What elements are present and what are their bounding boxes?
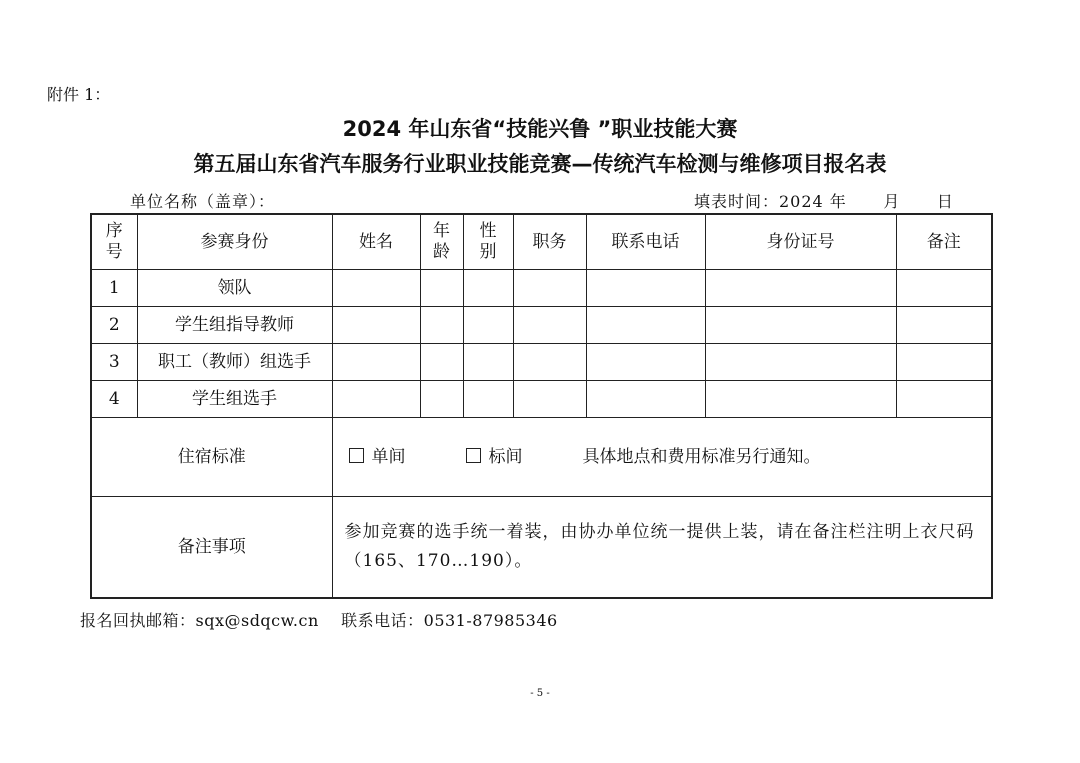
page-number: - 5 - <box>530 688 550 699</box>
page-title: 2024 年山东省“技能兴鲁 ”职业技能大赛 <box>342 117 738 141</box>
cell-age[interactable] <box>420 270 463 307</box>
row-identity: 职工（教师）组选手 <box>137 344 332 381</box>
notes-row <box>91 497 992 599</box>
checkbox-standard[interactable] <box>466 448 481 463</box>
registration-table <box>90 213 993 599</box>
cell-position[interactable] <box>513 344 586 381</box>
header-phone: 联系电话 <box>586 214 705 270</box>
cell-phone[interactable] <box>586 381 705 418</box>
option-single[interactable] <box>349 447 406 467</box>
header-identity: 参赛身份 <box>137 214 332 270</box>
row-seq: 1 <box>91 270 137 307</box>
row-identity: 学生组选手 <box>137 381 332 418</box>
option-standard[interactable] <box>466 447 523 467</box>
footer-phone: 联系电话：0531-87985346 <box>341 611 558 630</box>
cell-gender[interactable] <box>463 270 513 307</box>
footer-contact <box>80 608 558 631</box>
cell-position[interactable] <box>513 270 586 307</box>
unit-name-label: 单位名称（盖章）： <box>130 192 276 211</box>
attachment-label: 附件 1： <box>47 85 111 104</box>
cell-remarks[interactable] <box>896 381 992 418</box>
cell-gender[interactable] <box>463 344 513 381</box>
cell-phone[interactable] <box>586 307 705 344</box>
cell-name[interactable] <box>332 381 420 418</box>
option-single-label: 单间 <box>371 446 406 467</box>
cell-id-number[interactable] <box>705 270 896 307</box>
checkbox-single[interactable] <box>349 448 364 463</box>
header-name: 姓名 <box>332 214 420 270</box>
cell-age[interactable] <box>420 307 463 344</box>
row-seq: 4 <box>91 381 137 418</box>
cell-phone[interactable] <box>586 270 705 307</box>
cell-name[interactable] <box>332 307 420 344</box>
table-header-row <box>91 214 992 270</box>
footer-email: 报名回执邮箱：sqx@sdqcw.cn <box>80 611 319 630</box>
cell-age[interactable] <box>420 381 463 418</box>
table-row <box>91 270 992 307</box>
fill-month: 月 <box>883 192 901 211</box>
table-row <box>91 344 992 381</box>
cell-position[interactable] <box>513 307 586 344</box>
cell-gender[interactable] <box>463 307 513 344</box>
cell-gender[interactable] <box>463 381 513 418</box>
cell-id-number[interactable] <box>705 381 896 418</box>
cell-id-number[interactable] <box>705 344 896 381</box>
row-seq: 3 <box>91 344 137 381</box>
notes-label: 备注事项 <box>91 497 332 599</box>
header-gender-bottom: 别 <box>479 242 497 262</box>
option-standard-label: 标间 <box>488 446 523 467</box>
header-gender <box>463 214 513 270</box>
cell-remarks[interactable] <box>896 270 992 307</box>
header-gender-top: 性 <box>479 220 497 241</box>
header-age <box>420 214 463 270</box>
header-age-top: 年 <box>433 220 450 241</box>
header-seq-bottom: 号 <box>105 242 123 262</box>
header-position: 职务 <box>513 214 586 270</box>
header-id-number: 身份证号 <box>705 214 896 270</box>
fill-date-label: 填表时间：2024 年 <box>694 192 847 211</box>
fill-date <box>694 189 954 212</box>
row-seq: 2 <box>91 307 137 344</box>
accommodation-note: 具体地点和费用标准另行通知。 <box>582 446 821 467</box>
accommodation-row <box>91 418 992 497</box>
page-subtitle: 第五届山东省汽车服务行业职业技能竞赛—传统汽车检测与维修项目报名表 <box>193 152 887 176</box>
header-age-bottom: 龄 <box>433 242 450 262</box>
accommodation-label: 住宿标准 <box>91 418 332 497</box>
table-row <box>91 307 992 344</box>
cell-remarks[interactable] <box>896 307 992 344</box>
cell-phone[interactable] <box>586 344 705 381</box>
header-remarks: 备注 <box>896 214 992 270</box>
row-identity: 领队 <box>137 270 332 307</box>
header-seq <box>91 214 137 270</box>
cell-name[interactable] <box>332 270 420 307</box>
notes-text: 参加竞赛的选手统一着装，由协办单位统一提供上装，请在备注栏注明上衣尺码（165、170…190）。 <box>332 497 992 599</box>
fill-day: 日 <box>936 192 954 211</box>
cell-id-number[interactable] <box>705 307 896 344</box>
cell-position[interactable] <box>513 381 586 418</box>
accommodation-options <box>332 418 992 497</box>
row-identity: 学生组指导教师 <box>137 307 332 344</box>
cell-name[interactable] <box>332 344 420 381</box>
header-seq-top: 序 <box>105 220 123 241</box>
cell-age[interactable] <box>420 344 463 381</box>
table-row <box>91 381 992 418</box>
cell-remarks[interactable] <box>896 344 992 381</box>
